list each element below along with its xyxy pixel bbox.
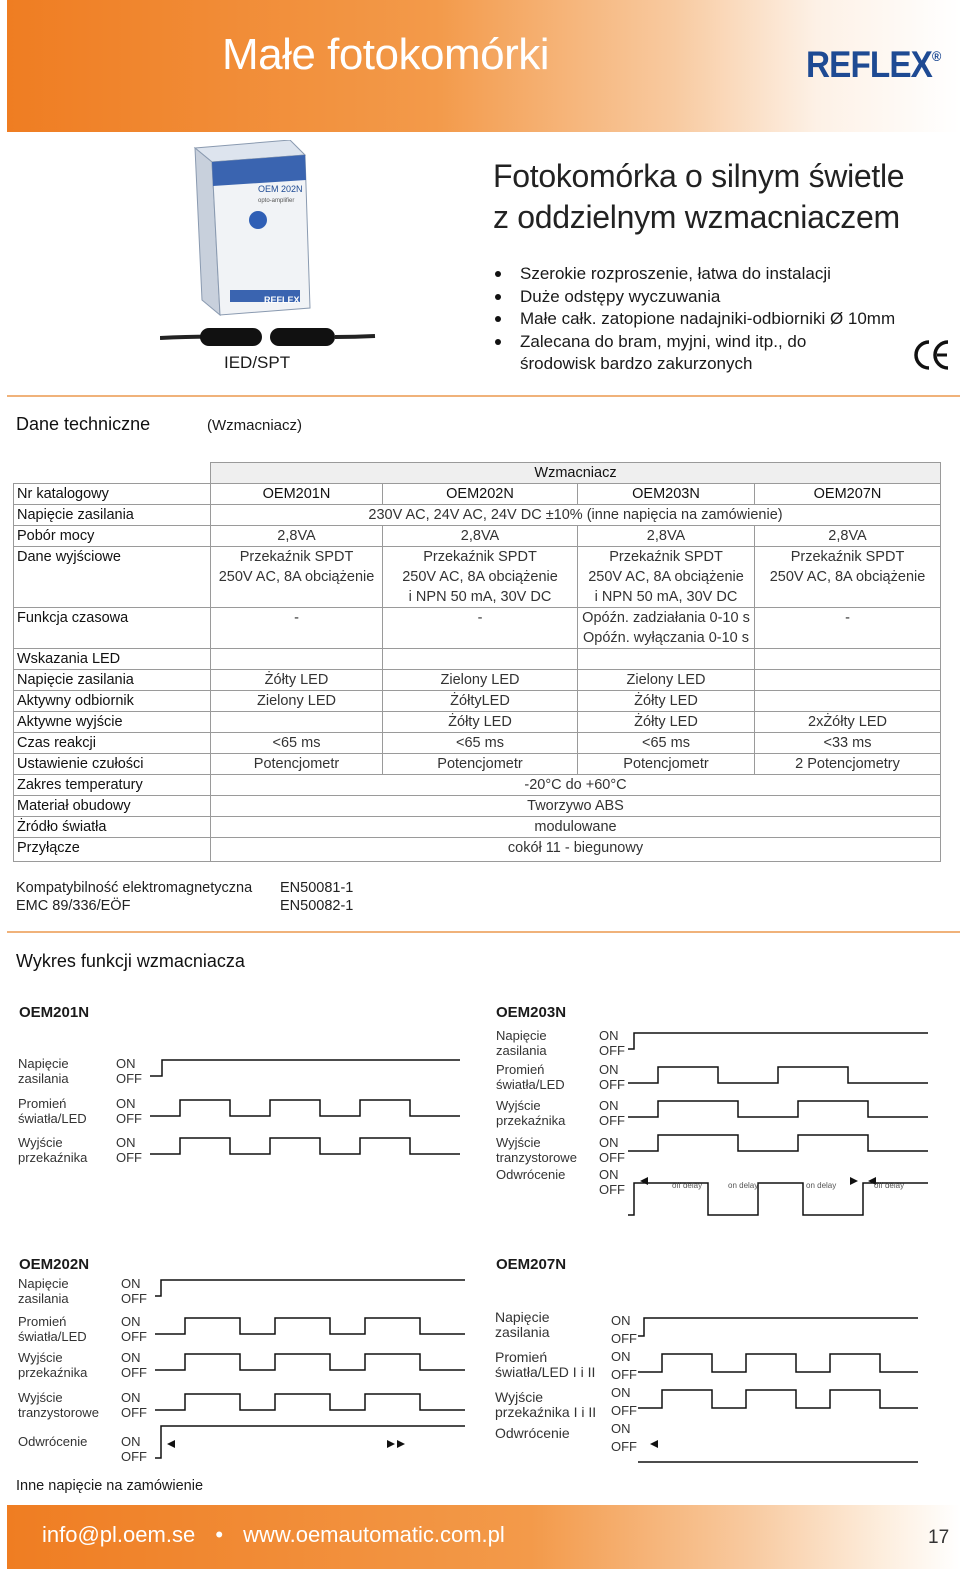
feature-item: Duże odstępy wyczuwania: [493, 286, 895, 309]
cell: -20°C do +60°C: [211, 775, 941, 796]
table-row: [14, 649, 941, 670]
footer-separator: •: [215, 1522, 224, 1547]
table-row: [14, 547, 941, 608]
cell: Tworzywo ABS: [211, 796, 941, 817]
cell: 2 Potencjometry: [755, 754, 941, 775]
cell: 2xŻółty LED: [755, 712, 941, 733]
page-title: Małe fotokomórki: [222, 30, 550, 79]
diagrams-title: Wykres funkcji wzmacniacza: [16, 951, 245, 971]
cell: 2,8VA: [578, 526, 755, 547]
cell: Żółty LED: [578, 712, 755, 733]
cell: -: [383, 608, 578, 649]
table-row: [14, 733, 941, 754]
timing-diagram-oem207n: [638, 1308, 938, 1473]
row-label: Pobór mocy: [14, 526, 211, 547]
table-row: [14, 463, 941, 484]
delay-label: on delay: [728, 1181, 759, 1190]
cell: <65 ms: [211, 733, 383, 754]
registered-mark: ®: [931, 48, 941, 64]
cell: Żółty LED: [383, 712, 578, 733]
cell: <33 ms: [755, 733, 941, 754]
level-label: ON OFF: [116, 1096, 142, 1126]
row-label: Napięcie zasilania: [14, 505, 211, 526]
signal-label: Wyjście tranzystorowe: [18, 1390, 99, 1420]
cell: Potencjometr: [211, 754, 383, 775]
cell: [755, 691, 941, 712]
signal-label: Wyjście przekaźnika I i II: [495, 1389, 597, 1420]
cell: 2,8VA: [211, 526, 383, 547]
table-row: [14, 838, 941, 862]
logo-text: REFLEX: [806, 44, 932, 85]
signal-label: Napięcie zasilania: [18, 1276, 69, 1306]
product-heading: [493, 156, 904, 238]
table-row: [14, 526, 941, 547]
cell: -: [211, 608, 383, 649]
cell: Żółty LED: [211, 670, 383, 691]
device-sub: opto-amplifier: [258, 198, 295, 204]
table-row: [14, 484, 941, 505]
level-label: ON OFF: [611, 1385, 637, 1418]
emc-standards: [280, 879, 353, 915]
level-label: ON OFF: [599, 1098, 625, 1128]
cell: cokół 11 - biegunowy: [211, 838, 941, 862]
table-row: [14, 670, 941, 691]
cell: Zielony LED: [578, 670, 755, 691]
row-label: Żródło światła: [14, 817, 211, 838]
signal-label: Wyjście przekaźnika: [18, 1350, 88, 1380]
cell: [755, 670, 941, 691]
ce-text: CE: [912, 338, 914, 339]
diagram-title: OEM203N: [496, 1004, 567, 1021]
cell: 2,8VA: [755, 526, 941, 547]
level-label: ON OFF: [599, 1135, 625, 1165]
level-label: ON OFF: [121, 1434, 147, 1464]
diagram-title: OEM207N: [496, 1256, 567, 1273]
level-label: ON OFF: [599, 1028, 625, 1058]
table-row: [14, 754, 941, 775]
cell: Potencjometr: [383, 754, 578, 775]
footer-email-link[interactable]: info@pl.oem.se: [42, 1522, 196, 1547]
cell: 2,8VA: [383, 526, 578, 547]
cell: <65 ms: [578, 733, 755, 754]
model-header: OEM207N: [755, 484, 941, 505]
level-label: ON OFF: [121, 1350, 147, 1380]
emc-label: Kompatybilność elektromagnetyczna: [16, 880, 253, 896]
row-label: Dane wyjściowe: [14, 547, 211, 608]
spec-title: Dane techniczne: [16, 414, 151, 434]
divider-middle: [7, 931, 960, 933]
cell: Przekaźnik SPDT 250V AC, 8A obciążenie: [211, 547, 383, 608]
row-label: Nr katalogowy: [14, 484, 211, 505]
model-header: OEM201N: [211, 484, 383, 505]
row-label: Aktywne wyjście: [14, 712, 211, 733]
feature-item: Szerokie rozproszenie, łatwa do instalacji: [493, 263, 895, 286]
level-label: ON OFF: [599, 1062, 625, 1092]
footer-contact: [42, 1522, 505, 1548]
level-label: ON OFF: [116, 1135, 142, 1165]
heading-line-2: z oddzielnym wzmacniaczem: [493, 199, 900, 235]
footer-web-link[interactable]: www.oemautomatic.com.pl: [243, 1522, 505, 1547]
level-label: ON OFF: [611, 1349, 637, 1382]
product-image: [160, 140, 380, 355]
row-label: Funkcja czasowa: [14, 608, 211, 649]
table-row: [14, 712, 941, 733]
emc-labels: [16, 879, 252, 915]
signal-label: Napięcie zasilania: [495, 1309, 550, 1340]
spec-subtitle: (Wzmacniacz): [207, 417, 303, 434]
timing-diagram-oem202n: [155, 1272, 475, 1472]
feature-item: Małe całk. zatopione nadajniki-odbiorniki Ø 10mm: [493, 308, 895, 331]
table-row: [14, 775, 941, 796]
model-header: OEM202N: [383, 484, 578, 505]
ce-mark-icon: [912, 338, 952, 372]
emc-label: EMC 89/336/EÖF: [16, 898, 131, 914]
row-label: Przyłącze: [14, 838, 211, 862]
cell: ŻółtyLED: [383, 691, 578, 712]
cell: Przekaźnik SPDT 250V AC, 8A obciążenie i NPN 50 mA, 30V DC: [383, 547, 578, 608]
feature-item: Zalecana do bram, myjni, wind itp., do: [493, 331, 895, 354]
signal-label: Napięcie zasilania: [496, 1028, 547, 1058]
diagram-title: OEM202N: [19, 1256, 90, 1273]
cell: [211, 712, 383, 733]
row-label: Zakres temperatury: [14, 775, 211, 796]
table-row: [14, 505, 941, 526]
table-row: [14, 817, 941, 838]
delay-label: off delay: [874, 1181, 905, 1190]
cell: Żółty LED: [578, 691, 755, 712]
diagram-title: OEM201N: [19, 1004, 90, 1021]
signal-label: Wyjście tranzystorowe: [496, 1135, 577, 1165]
signal-label: Odwrócenie: [496, 1167, 566, 1182]
cell: Przekaźnik SPDT 250V AC, 8A obciążenie: [755, 547, 941, 608]
cell: Opóźn. zadziałania 0-10 s Opóźn. wyłączania 0-10 s: [578, 608, 755, 649]
table-row: [14, 691, 941, 712]
cell: <65 ms: [383, 733, 578, 754]
device-label: OEM 202N: [258, 184, 303, 194]
timing-diagram-oem203n: [628, 1025, 948, 1225]
signal-label: Odwrócenie: [495, 1425, 570, 1441]
signal-label: Promień światła/LED: [496, 1062, 565, 1092]
cell: -: [755, 608, 941, 649]
cell: modulowane: [211, 817, 941, 838]
cell: Zielony LED: [211, 691, 383, 712]
signal-label: Promień światła/LED: [18, 1314, 87, 1344]
row-label: Czas reakcji: [14, 733, 211, 754]
group-header: Wzmacniacz: [211, 463, 941, 484]
feature-item-continuation: środowisk bardzo zakurzonych: [520, 354, 753, 373]
footnote: Inne napięcie na zamówienie: [16, 1478, 204, 1494]
row-label: Ustawienie czułości: [14, 754, 211, 775]
model-header: OEM203N: [578, 484, 755, 505]
row-label: Napięcie zasilania: [14, 670, 211, 691]
cell: 230V AC, 24V AC, 24V DC ±10% (inne napięcia na zamówienie): [211, 505, 941, 526]
divider-top: [7, 395, 960, 397]
level-label: ON OFF: [611, 1313, 637, 1346]
signal-label: Promień światła/LED I i II: [495, 1349, 596, 1380]
heading-line-1: Fotokomórka o silnym świetle: [493, 158, 905, 194]
row-label: Aktywny odbiornik: [14, 691, 211, 712]
cell: Potencjometr: [578, 754, 755, 775]
level-label: ON OFF: [611, 1421, 637, 1454]
level-label: ON OFF: [121, 1276, 147, 1306]
signal-label: Wyjście przekaźnika: [18, 1135, 88, 1165]
table-row: [14, 796, 941, 817]
cell: Zielony LED: [383, 670, 578, 691]
signal-label: Napięcie zasilania: [18, 1056, 69, 1086]
signal-label: Odwrócenie: [18, 1434, 88, 1449]
signal-label: Promień światła/LED: [18, 1096, 87, 1126]
emc-standard: EN50081-1: [280, 880, 354, 896]
reflex-logo: [806, 44, 940, 86]
feature-list: [493, 263, 895, 376]
row-label: Wskazania LED: [14, 649, 211, 670]
level-label: ON OFF: [121, 1390, 147, 1420]
signal-label: Wyjście przekaźnika: [496, 1098, 566, 1128]
level-label: ON OFF: [599, 1167, 625, 1197]
emc-standard: EN50082-1: [280, 898, 354, 914]
device-brand: REFLEX: [264, 295, 300, 305]
timing-diagram-oem201n: [150, 1050, 470, 1185]
product-caption: IED/SPT: [224, 353, 291, 372]
level-label: ON OFF: [116, 1056, 142, 1086]
table-row: [14, 608, 941, 649]
delay-label: off delay: [672, 1181, 703, 1190]
page-number: 17: [928, 1527, 950, 1548]
spec-table: [13, 462, 941, 862]
delay-label: on delay: [806, 1181, 837, 1190]
level-label: ON OFF: [121, 1314, 147, 1344]
row-label: Materiał obudowy: [14, 796, 211, 817]
cell: Przekaźnik SPDT 250V AC, 8A obciążenie i NPN 50 mA, 30V DC: [578, 547, 755, 608]
